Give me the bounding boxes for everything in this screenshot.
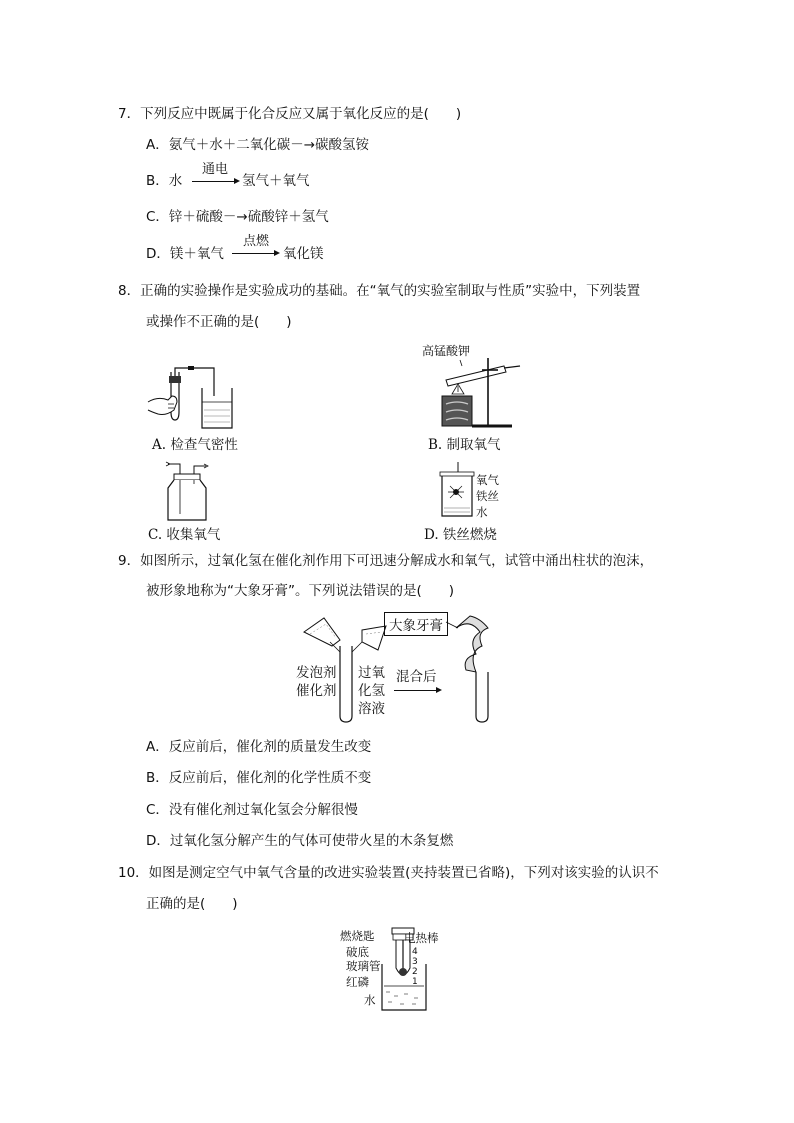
- q9-fig-title-box: 大象牙膏: [384, 612, 448, 636]
- q8-fig-a-airtightness: [144, 366, 244, 432]
- q10-stem-line2: 正确的是( ): [146, 896, 238, 912]
- q7-option-b-left: B．水: [146, 173, 183, 189]
- q10-scale-1: 1: [412, 977, 418, 987]
- q8-fig-d-part-wire: 铁丝: [476, 489, 499, 503]
- q7-stem: 7．下列反应中既属于化合反应又属于氧化反应的是( ): [118, 106, 462, 122]
- q9-fig-left-2: 催化剂: [296, 683, 337, 699]
- q10-scale-2: 2: [412, 967, 418, 977]
- q8-fig-b-apparatus: [432, 356, 528, 430]
- q8-fig-d-combustion: [436, 462, 476, 518]
- q8-fig-d-part-oxygen: 氧气: [476, 473, 499, 487]
- q8-stem-line2: 或操作不正确的是( ): [146, 314, 292, 330]
- q9-fig-right-3: 溶液: [358, 701, 385, 717]
- q10-scale-3: 3: [412, 957, 418, 967]
- q10-scale-4: 4: [412, 947, 418, 957]
- q9-stem-line2: 被形象地称为“大象牙膏”。下列说法错误的是( ): [146, 583, 455, 599]
- q7-option-d-condition: 点燃: [242, 234, 269, 249]
- q9-option-d: D．过氧化氢分解产生的气体可使带火星的木条复燃: [146, 833, 454, 849]
- q9-option-b: B．反应前后，催化剂的化学性质不变: [146, 770, 372, 786]
- q7-option-b-arrow: [192, 181, 238, 182]
- q9-option-c: C．没有催化剂过氧化氢会分解很慢: [146, 802, 358, 818]
- q9-stem-line1: 9．如图所示，过氧化氢在催化剂作用下可迅速分解成水和氧气，试管中涌出柱状的泡沫，: [118, 553, 654, 569]
- q8-fig-d-part-water: 水: [476, 505, 488, 519]
- q8-fig-a-label: A. 检查气密性: [152, 437, 238, 453]
- q7-option-b-condition: 通电: [201, 162, 228, 177]
- q7-option-d-right: 氧化镁: [283, 246, 324, 262]
- q10-label-tube1: 破底: [346, 945, 369, 959]
- q8-stem-line1: 8．正确的实验操作是实验成功的基础。在“氧气的实验室制取与性质”实验中，下列装置: [118, 283, 641, 299]
- q8-fig-b-reagent: 高锰酸钾: [422, 344, 471, 358]
- q7-option-b-right: 氢气＋氧气: [242, 173, 310, 189]
- q9-fig-right-2: 化氢: [358, 683, 385, 699]
- q10-label-phosphorus: 红磷: [346, 975, 369, 989]
- q10-label-water: 水: [364, 993, 376, 1007]
- q7-option-c: C．锌＋硫酸－→硫酸锌＋氢气: [146, 209, 329, 225]
- q8-fig-d-label: D. 铁丝燃烧: [424, 527, 497, 543]
- q9-option-a: A．反应前后，催化剂的质量发生改变: [146, 739, 372, 755]
- q7-option-d-arrow: [232, 253, 278, 254]
- q9-fig-right-1: 过氧: [358, 665, 385, 681]
- q9-fig-arrow: [394, 690, 440, 691]
- q8-fig-c-collection: [160, 462, 220, 522]
- q8-fig-b-label: B. 制取氧气: [428, 437, 501, 453]
- q7-option-a: A．氨气＋水＋二氧化碳－→碳酸氢铵: [146, 137, 370, 153]
- q8-fig-c-label: C. 收集氧气: [148, 527, 221, 543]
- q9-fig-arrow-label: 混合后: [396, 669, 437, 685]
- q10-label-spoon: 燃烧匙: [340, 929, 375, 943]
- q10-label-tube2: 玻璃管: [346, 959, 381, 973]
- q9-fig-left-1: 发泡剂: [296, 665, 337, 681]
- q10-label-rod: 电热棒: [404, 931, 439, 945]
- q10-stem-line1: 10．如图是测定空气中氧气含量的改进实验装置(夹持装置已省略)，下列对该实验的认识不: [118, 865, 659, 881]
- q7-option-d-left: D．镁＋氧气: [146, 246, 224, 262]
